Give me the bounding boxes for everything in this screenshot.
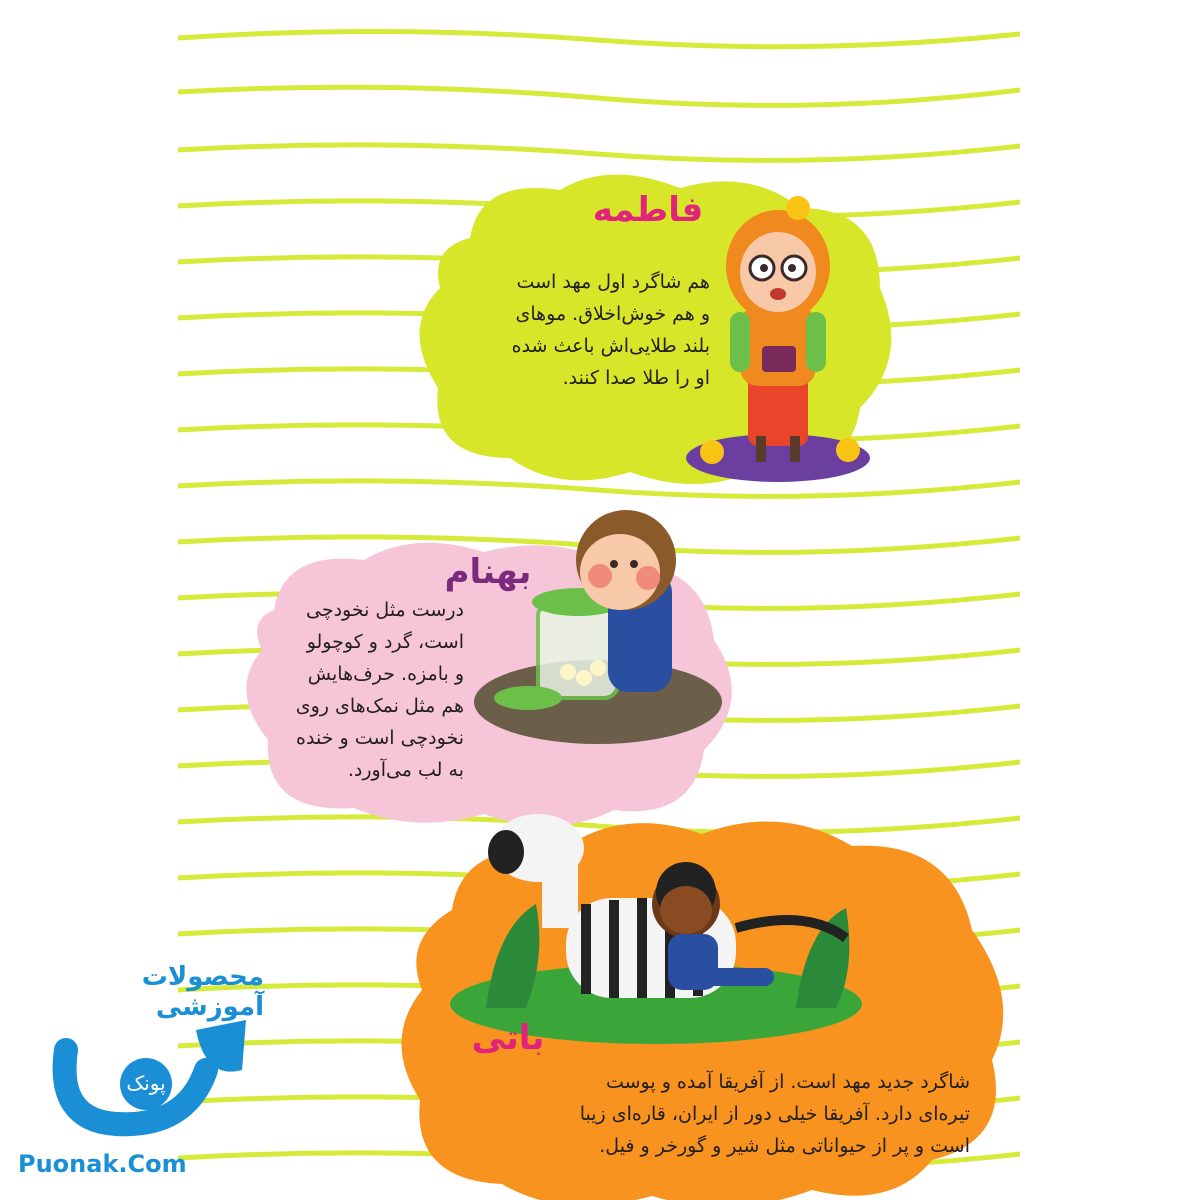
logo-text: پونک (126, 1071, 166, 1095)
watermark-caption: محصولات آموزشی (141, 962, 264, 1022)
text-line: او را طلا صدا کنند. (562, 367, 710, 389)
watermark-site: Puonak.Com (18, 1150, 187, 1178)
bati-illustration (446, 808, 866, 1044)
text-line: و بامزه. حرف‌هایش (307, 663, 464, 685)
text-line: به لب می‌آورد. (347, 759, 464, 781)
text-line: بلند طلایی‌اش باعث شده (511, 335, 710, 357)
puonak-logo-icon (46, 1010, 256, 1140)
behnam-description (244, 594, 464, 786)
text-line: و هم خوش‌اخلاق. موهای (515, 303, 710, 325)
book-page (178, 0, 1020, 1200)
bati-title: باتی (471, 1018, 545, 1058)
text-line: است و پر از حیواناتی مثل شیر و گورخر و فیل. (599, 1135, 970, 1157)
behnam-title: بهنام (444, 552, 532, 592)
text-line: هم مثل نمک‌های روی (295, 695, 464, 717)
text-line: هم شاگرد اول مهد است (516, 271, 710, 293)
behnam-illustration (468, 502, 728, 752)
text-line: درست مثل نخودچی (305, 599, 464, 621)
text-line: نخودچی است و خنده (296, 727, 464, 749)
text-line: است، گرد و کوچولو (306, 631, 464, 653)
fateme-description (438, 266, 710, 394)
text-line: تیره‌ای دارد. آفریقا خیلی دور از ایران، قاره‌ای زیبا (579, 1103, 970, 1125)
fateme-title: فاطمه (592, 190, 704, 230)
text-line: شاگرد جدید مهد است. از آفریقا آمده و پوست (605, 1071, 970, 1093)
bati-description (458, 1066, 970, 1162)
